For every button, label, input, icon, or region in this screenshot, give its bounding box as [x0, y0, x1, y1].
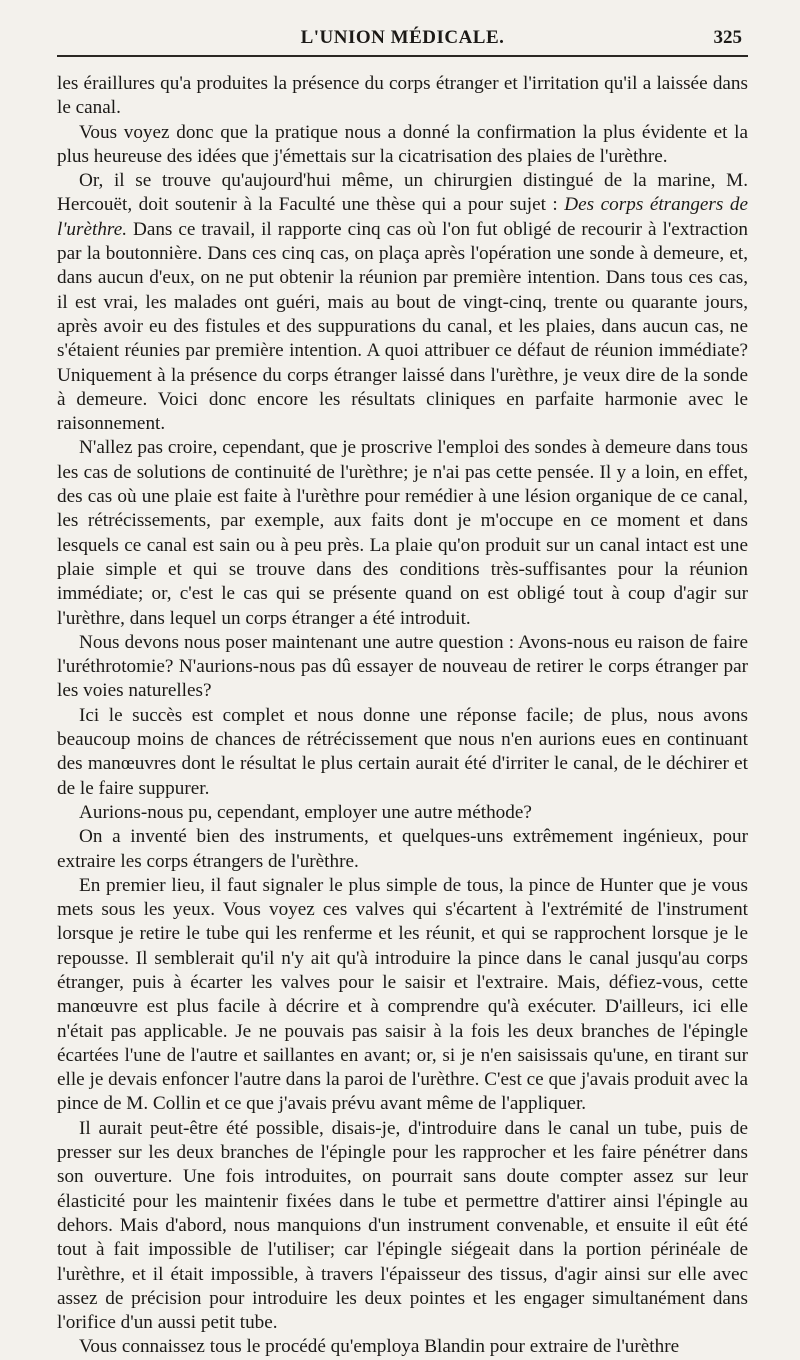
paragraph: On a inventé bien des instruments, et quelques-uns extrêmement ingénieux, pour extraire les corps étrangers de l'urèthre.	[57, 826, 748, 872]
paragraph: Aurions-nous pu, cependant, employer une autre méthode?	[79, 801, 532, 823]
header-rule	[57, 55, 748, 57]
paragraph: Ici le succès est complet et nous donne une réponse facile; de plus, nous avons beaucoup moins de chances de rétrécissement que nous n'en aurions eues en continuant des manœuvres dont le résultat le plus certain aurait été d'irriter le canal, de le déchirer et de le faire suppurer.	[57, 704, 748, 799]
paragraph: Vous voyez donc que la pratique nous a donné la confirmation la plus évidente et la plus heureuse des idées que j'émettais sur la cicatrisation des plaies de l'urèthre.	[57, 121, 748, 167]
running-head	[57, 0, 748, 56]
article-body	[57, 72, 748, 1360]
paragraph: En premier lieu, il faut signaler le plus simple de tous, la pince de Hunter que je vous mets sous les yeux. Vous voyez ces valves qui s'écartent à l'extrémité de l'instrument lorsque je retire le tube qui les renferme et les réunit, et qui se rapprochent lorsque je le repousse. Il semblerait qu'il n'y ait qu'à introduire la pince dans le canal jusqu'au corps étranger, puis à écarter les valves pour le saisir et l'extraire. Mais, défiez-vous, cette manœuvre est plus facile à décrire et à comprendre qu'à exécuter. D'ailleurs, ici elle n'était pas applicable. Je ne pouvais pas saisir à la fois les deux branches de l'épingle écartées l'une de l'autre et saillantes en avant; or, si je n'en saisissais qu'une, en tirant sur elle je devais enfoncer l'autre dans la paroi de l'urèthre. C'est ce que j'avais produit avec la pince de M. Collin et ce que j'avais prévu avant même de l'appliquer.	[57, 874, 748, 1115]
paragraph: N'allez pas croire, cependant, que je proscrive l'emploi des sondes à demeure dans tous les cas de solutions de continuité de l'urèthre; je n'ai pas cette pensée. Il y a loin, en effet, des cas où une plaie est faite à l'urèthre pour remédier à une lésion organique de ce canal, les rétrécissements, par exemple, aux faits dont je m'occupe en ce moment et dans lesquels ce canal est sain ou à peu près. La plaie qu'on produit sur un canal intact est une plaie simple et qui se trouve dans des conditions très-suffisantes pour la réunion immédiate; or, c'est le cas qui se présente quand on est obligé tout à coup d'agir sur l'urèthre, dans lequel un corps étranger a été introduit.	[57, 437, 748, 629]
paragraph: Nous devons nous poser maintenant une autre question : Avons-nous eu raison de faire l'uréthrotomie? N'aurions-nous pas dû essayer de nouveau de retirer le corps étranger par les voies naturelles?	[57, 631, 748, 702]
paragraph: les éraillures qu'a produites la présence du corps étranger et l'irritation qu'il a laissée dans le canal.	[57, 73, 748, 119]
paragraph	[57, 169, 748, 436]
paragraph: Vous connaissez tous le procédé qu'employa Blandin pour extraire de l'urèthre	[79, 1336, 680, 1358]
running-title: L'UNION MÉDICALE.	[300, 27, 505, 48]
paragraph: Il aurait peut-être été possible, disais-je, d'introduire dans le canal un tube, puis de presser sur les deux branches de l'épingle pour les rapprocher et les faire pénétrer dans son ouverture. Une fois introduites, on pourrait sans doute compter assez sur leur élasticité pour les maintenir fixées dans le tube et permettre d'attirer ainsi l'épingle au dehors. Mais d'abord, nous manquions d'un instrument convenable, et ensuite il eût été tout à fait impossible de l'utiliser; car l'épingle siégeait dans la portion périnéale de l'urèthre, et il était impossible, à travers l'épaisseur des tissus, d'agir ainsi sur elle avec assez de précision pour introduire les deux pointes et les engager simultanément dans l'orifice d'un aussi petit tube.	[57, 1117, 748, 1334]
paragraph-text: Dans ce travail, il rapporte cinq cas où l'on fut obligé de recourir à l'extraction par la boutonnière. Dans ces cinq cas, on plaça après l'opération une sonde à demeure, et, dans aucun d'eux, on ne put obtenir la réunion par première intention. Dans tous ces cas, il est vrai, les malades ont guéri, mais au bout de vingt-cinq, trente ou quarante jours, après avoir eu des fistules et des suppurations du canal, et les plaies, dans aucun cas, ne s'étaient réunies par première intention. A quoi attribuer ce défaut de réunion immédiate? Uniquement à la présence du corps étranger laissé dans l'urèthre, je veux dire de la sonde à demeure. Voici donc encore les résultats cliniques en parfaite harmonie avec le raisonnement.	[57, 218, 748, 435]
page-number: 325	[713, 27, 742, 48]
thesis-title: Des corps étrangers de l'urèthre.	[57, 194, 748, 240]
paragraph-text: Or, il se trouve qu'aujourd'hui même, un chirurgien distingué de la marine, M. Hercouët, doit soutenir à la Faculté une thèse qui a pour sujet :	[57, 170, 748, 216]
